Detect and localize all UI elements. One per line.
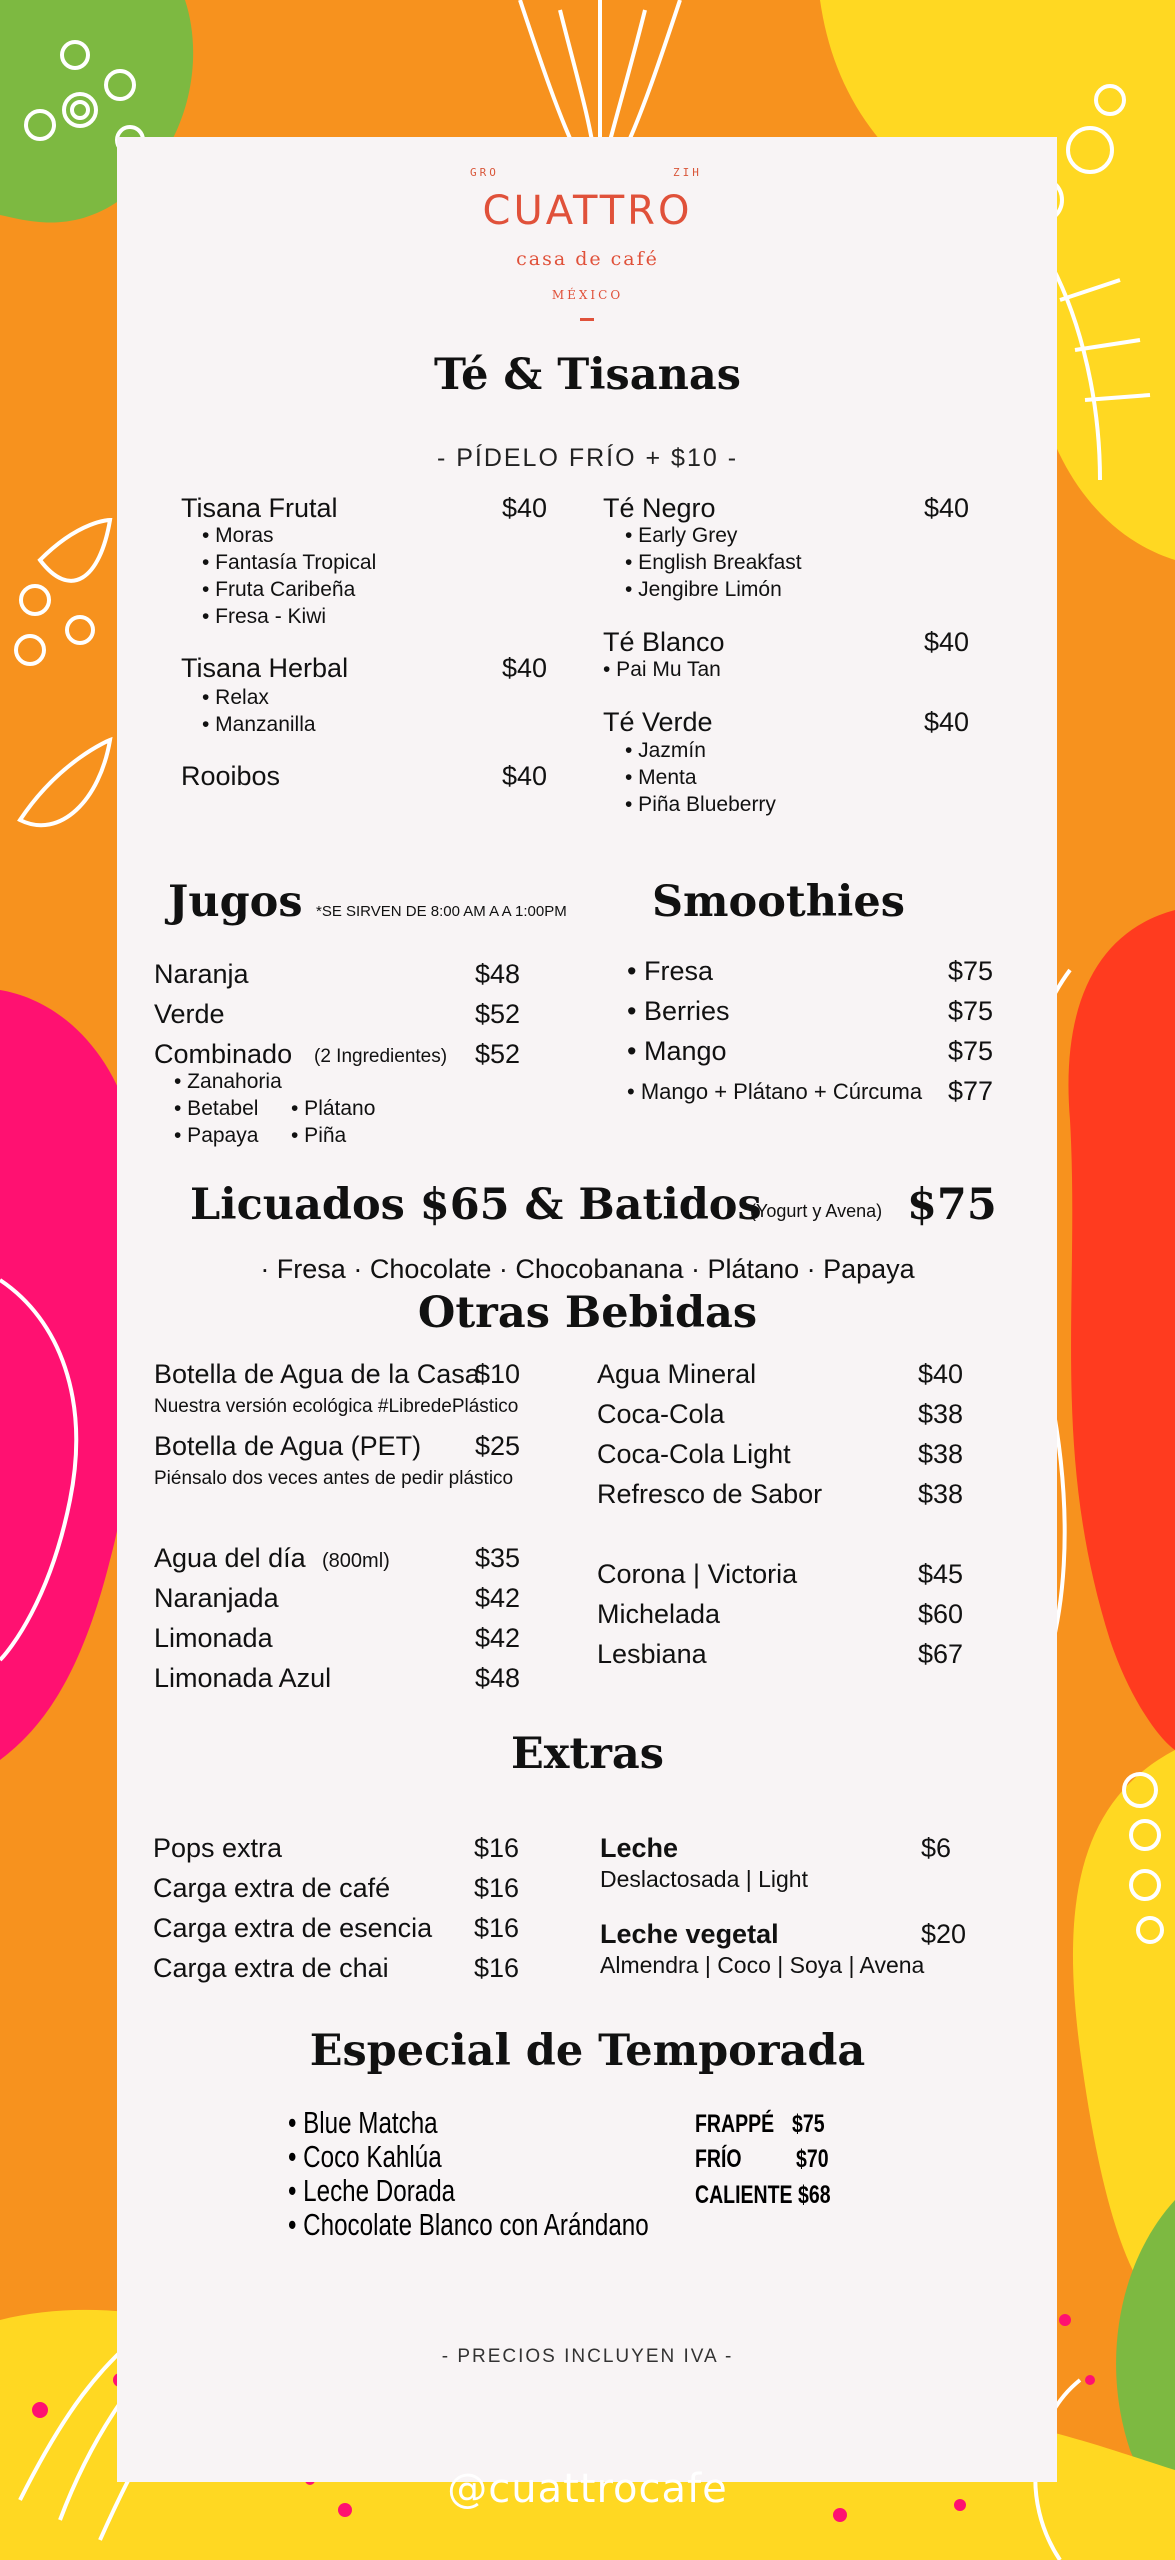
list-item: • English Breakfast [625, 551, 802, 574]
lesbiana-name: Lesbiana [597, 1639, 707, 1669]
licuados-flavors: · Fresa · Chocolate · Chocobanana · Plátano · Papaya [260, 1254, 915, 1284]
frio-label: FRÍO [695, 2145, 742, 2173]
lesbiana-price: $67 [918, 1639, 964, 1669]
list-item: • Pai Mu Tan [603, 658, 721, 681]
limonada-name: Limonada [154, 1623, 273, 1653]
te-blanco-price: $40 [924, 627, 970, 657]
smoothie-fresa-name: • Fresa [627, 956, 713, 986]
list-item: • Jengibre Limón [625, 578, 782, 601]
leche-note: Deslactosada | Light [600, 1866, 808, 1892]
agua-mineral-price: $40 [918, 1359, 964, 1389]
leche-price: $6 [921, 1833, 952, 1863]
frio-price: $70 [796, 2145, 829, 2173]
smoothie-mix-name: • Mango + Plátano + Cúrcuma [627, 1079, 923, 1104]
list-item: • Relax [202, 686, 269, 709]
list-item: • Piña Blueberry [625, 793, 776, 816]
verde-name: Verde [154, 999, 225, 1029]
limonada-price: $42 [475, 1623, 521, 1653]
limonada-azul-price: $48 [475, 1663, 521, 1693]
naranja-name: Naranja [154, 959, 249, 989]
naranjada-name: Naranjada [154, 1583, 279, 1613]
brand-country: MÉXICO [551, 288, 624, 302]
botella-pet-price: $25 [475, 1431, 521, 1461]
naranja-price: $48 [475, 959, 521, 989]
te-negro-price: $40 [924, 493, 970, 523]
botella-casa-name: Botella de Agua de la Casa [154, 1359, 480, 1389]
coca-cola-light-price: $38 [918, 1439, 964, 1469]
tisana-frutal-price: $40 [502, 493, 548, 523]
frappe-label: FRAPPÉ [695, 2110, 775, 2138]
te-verde-name: Té Verde [603, 707, 713, 737]
social-handle: @cuattrocafe [447, 2466, 728, 2512]
carga-chai-name: Carga extra de chai [153, 1953, 389, 1983]
limonada-azul-name: Limonada Azul [154, 1663, 332, 1693]
tisana-herbal-name: Tisana Herbal [181, 653, 349, 683]
frappe-price: $75 [792, 2110, 825, 2138]
list-item: • Betabel [174, 1097, 259, 1120]
section-title-otras: Otras Bebidas [417, 1288, 758, 1338]
brand-logo: CUATTRO [482, 188, 693, 234]
section-title-smoothies: Smoothies [652, 877, 905, 927]
agua-mineral-name: Agua Mineral [597, 1359, 757, 1389]
combinado-price: $52 [475, 1039, 521, 1069]
agua-dia-name: Agua del día [154, 1543, 306, 1573]
caliente-price: $68 [798, 2181, 831, 2209]
leche-vegetal-note: Almendra | Coco | Soya | Avena [600, 1952, 925, 1978]
iva-note: - PRECIOS INCLUYEN IVA - [441, 2346, 734, 2367]
coca-cola-price: $38 [918, 1399, 964, 1429]
coca-cola-name: Coca-Cola [597, 1399, 725, 1429]
te-verde-price: $40 [924, 707, 970, 737]
refresco-name: Refresco de Sabor [597, 1479, 823, 1509]
smoothie-berries-name: • Berries [627, 996, 730, 1026]
list-item: • Chocolate Blanco con Arándano [288, 2207, 649, 2242]
section-title-te: Té & Tisanas [434, 350, 741, 400]
carga-esencia-name: Carga extra de esencia [153, 1913, 433, 1943]
carga-esencia-price: $16 [474, 1913, 520, 1943]
batidos-price: $75 [907, 1180, 997, 1230]
list-item: • Coco Kahlúa [288, 2139, 442, 2174]
carga-cafe-price: $16 [474, 1873, 520, 1903]
list-item: • Manzanilla [202, 713, 316, 736]
te-blanco-name: Té Blanco [603, 627, 725, 657]
te-negro-name: Té Negro [603, 493, 716, 523]
smoothie-berries-price: $75 [948, 996, 994, 1026]
botella-casa-price: $10 [475, 1359, 521, 1389]
botella-pet-note: Piénsalo dos veces antes de pedir plástico [154, 1468, 514, 1489]
botella-pet-name: Botella de Agua (PET) [154, 1431, 422, 1461]
combinado-name: Combinado [154, 1039, 293, 1069]
list-item: • Zanahoria [174, 1070, 282, 1093]
tisana-herbal-price: $40 [502, 653, 548, 683]
michelada-price: $60 [918, 1599, 964, 1629]
pops-extra-price: $16 [474, 1833, 520, 1863]
list-item: • Leche Dorada [288, 2173, 456, 2208]
smoothie-mango-price: $75 [948, 1036, 994, 1066]
leche-vegetal-name: Leche vegetal [600, 1919, 779, 1949]
tisana-frutal-name: Tisana Frutal [181, 493, 338, 523]
list-item: • Early Grey [625, 524, 738, 547]
verde-price: $52 [475, 999, 521, 1029]
michelada-name: Michelada [597, 1599, 721, 1629]
naranjada-price: $42 [475, 1583, 521, 1613]
section-title-extras: Extras [511, 1729, 664, 1779]
smoothie-fresa-price: $75 [948, 956, 994, 986]
rooibos-name: Rooibos [181, 761, 281, 791]
batidos-qualifier: (Yogurt y Avena) [750, 1201, 883, 1221]
coca-cola-light-name: Coca-Cola Light [597, 1439, 791, 1469]
logo-left-label: GRO [470, 166, 499, 179]
list-item: • Jazmín [625, 739, 706, 762]
carga-chai-price: $16 [474, 1953, 520, 1983]
agua-dia-price: $35 [475, 1543, 521, 1573]
list-item: • Plátano [291, 1097, 376, 1120]
logo-right-label: ZIH [673, 166, 702, 179]
section-title-licuados: Licuados $65 & Batidos [190, 1180, 762, 1230]
jugos-hours-note: *SE SIRVEN DE 8:00 AM A A 1:00PM [316, 903, 567, 920]
section-title-especial: Especial de Temporada [309, 2026, 866, 2076]
brand-tagline: casa de café [516, 248, 659, 270]
caliente-label: CALIENTE [695, 2181, 793, 2209]
list-item: • Menta [625, 766, 697, 789]
leche-name: Leche [600, 1833, 679, 1863]
smoothie-mango-name: • Mango [627, 1036, 727, 1066]
list-item: • Blue Matcha [288, 2105, 438, 2140]
logo-divider [580, 318, 594, 321]
pops-extra-name: Pops extra [153, 1833, 283, 1863]
corona-name: Corona | Victoria [597, 1559, 798, 1589]
list-item: • Papaya [174, 1124, 259, 1147]
leche-vegetal-price: $20 [921, 1919, 967, 1949]
botella-casa-note: Nuestra versión ecológica #LibredePlástico [154, 1396, 519, 1417]
rooibos-price: $40 [502, 761, 548, 791]
list-item: • Fantasía Tropical [202, 551, 377, 574]
smoothie-mix-price: $77 [948, 1076, 994, 1106]
section-title-jugos: Jugos [168, 877, 303, 927]
list-item: • Fruta Caribeña [202, 578, 356, 601]
combinado-qualifier: (2 Ingredientes) [314, 1046, 448, 1067]
list-item: • Piña [291, 1124, 347, 1147]
list-item: • Fresa - Kiwi [202, 605, 327, 628]
corona-price: $45 [918, 1559, 964, 1589]
carga-cafe-name: Carga extra de café [153, 1873, 391, 1903]
agua-dia-qualifier: (800ml) [322, 1550, 390, 1572]
refresco-price: $38 [918, 1479, 964, 1509]
list-item: • Moras [202, 524, 274, 547]
cold-note: - PÍDELO FRÍO + $10 - [436, 444, 739, 472]
